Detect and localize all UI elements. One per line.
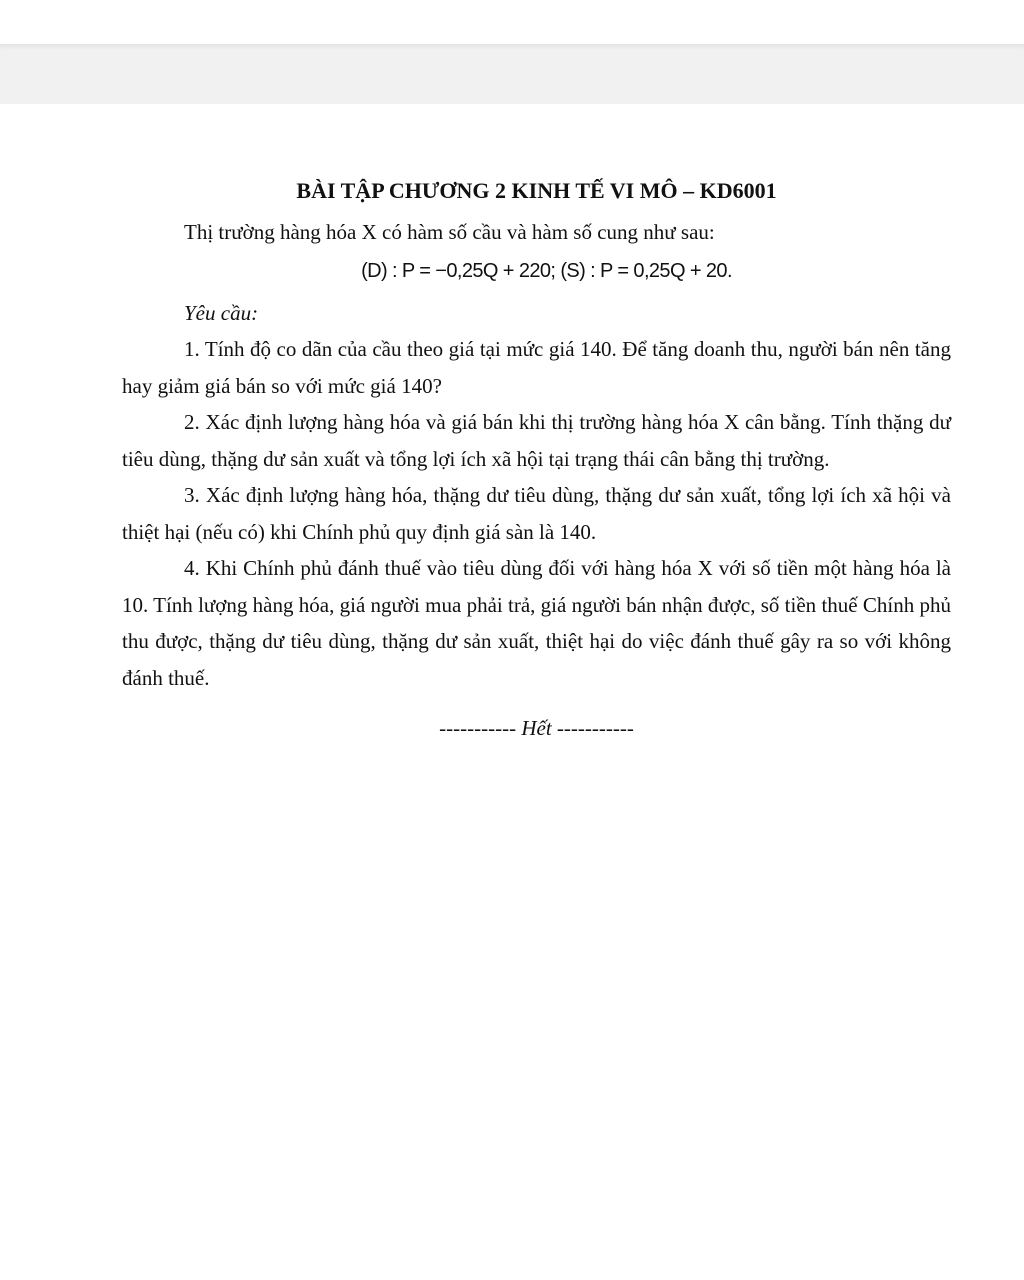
end-dashes-right: ----------- (551, 716, 634, 740)
document-body (122, 176, 951, 747)
requirements-label: Yêu cầu: (184, 300, 259, 325)
question-2: 2. Xác định lượng hàng hóa và giá bán khi thị trường hàng hóa X cân bằng. Tính thặng dư tiêu dùng, thặng dư sản xuất và tổng lợi ích xã hội tại trạng thái cân bằng thị trường. (122, 410, 951, 471)
end-dashes-left: ----------- (439, 716, 522, 740)
supply-demand-formula: (D) : P = −0,25Q + 220; (S) : P = 0,25Q + 20. (361, 259, 732, 282)
document-title: BÀI TẬP CHƯƠNG 2 KINH TẾ VI MÔ – KD6001 (296, 178, 777, 203)
question-1: 1. Tính độ co dãn của cầu theo giá tại mức giá 140. Để tăng doanh thu, người bán nên tăng hay giảm giá bán so với mức giá 140? (122, 337, 951, 398)
end-word: Hết (521, 716, 552, 740)
question-4: 4. Khi Chính phủ đánh thuế vào tiêu dùng đối với hàng hóa X với số tiền một hàng hóa là 10. Tính lượng hàng hóa, giá người mua phải trả, giá người bán nhận được, số tiền thuế Chính phủ thu được, thặng dư tiêu dùng, thặng dư sản xuất, thiệt hại do việc đánh thuế gây ra so với không đánh thuế. (122, 556, 951, 690)
viewer-toolbar-area (0, 44, 1024, 105)
question-3: 3. Xác định lượng hàng hóa, thặng dư tiêu dùng, thặng dư sản xuất, tổng lợi ích xã hội và thiệt hại (nếu có) khi Chính phủ quy định giá sàn là 140. (122, 483, 951, 544)
end-marker (122, 710, 951, 747)
viewer-top-bar (0, 0, 1024, 44)
document-page (0, 104, 1024, 1280)
intro-text: Thị trường hàng hóa X có hàm số cầu và hàm số cung như sau: (184, 220, 715, 244)
